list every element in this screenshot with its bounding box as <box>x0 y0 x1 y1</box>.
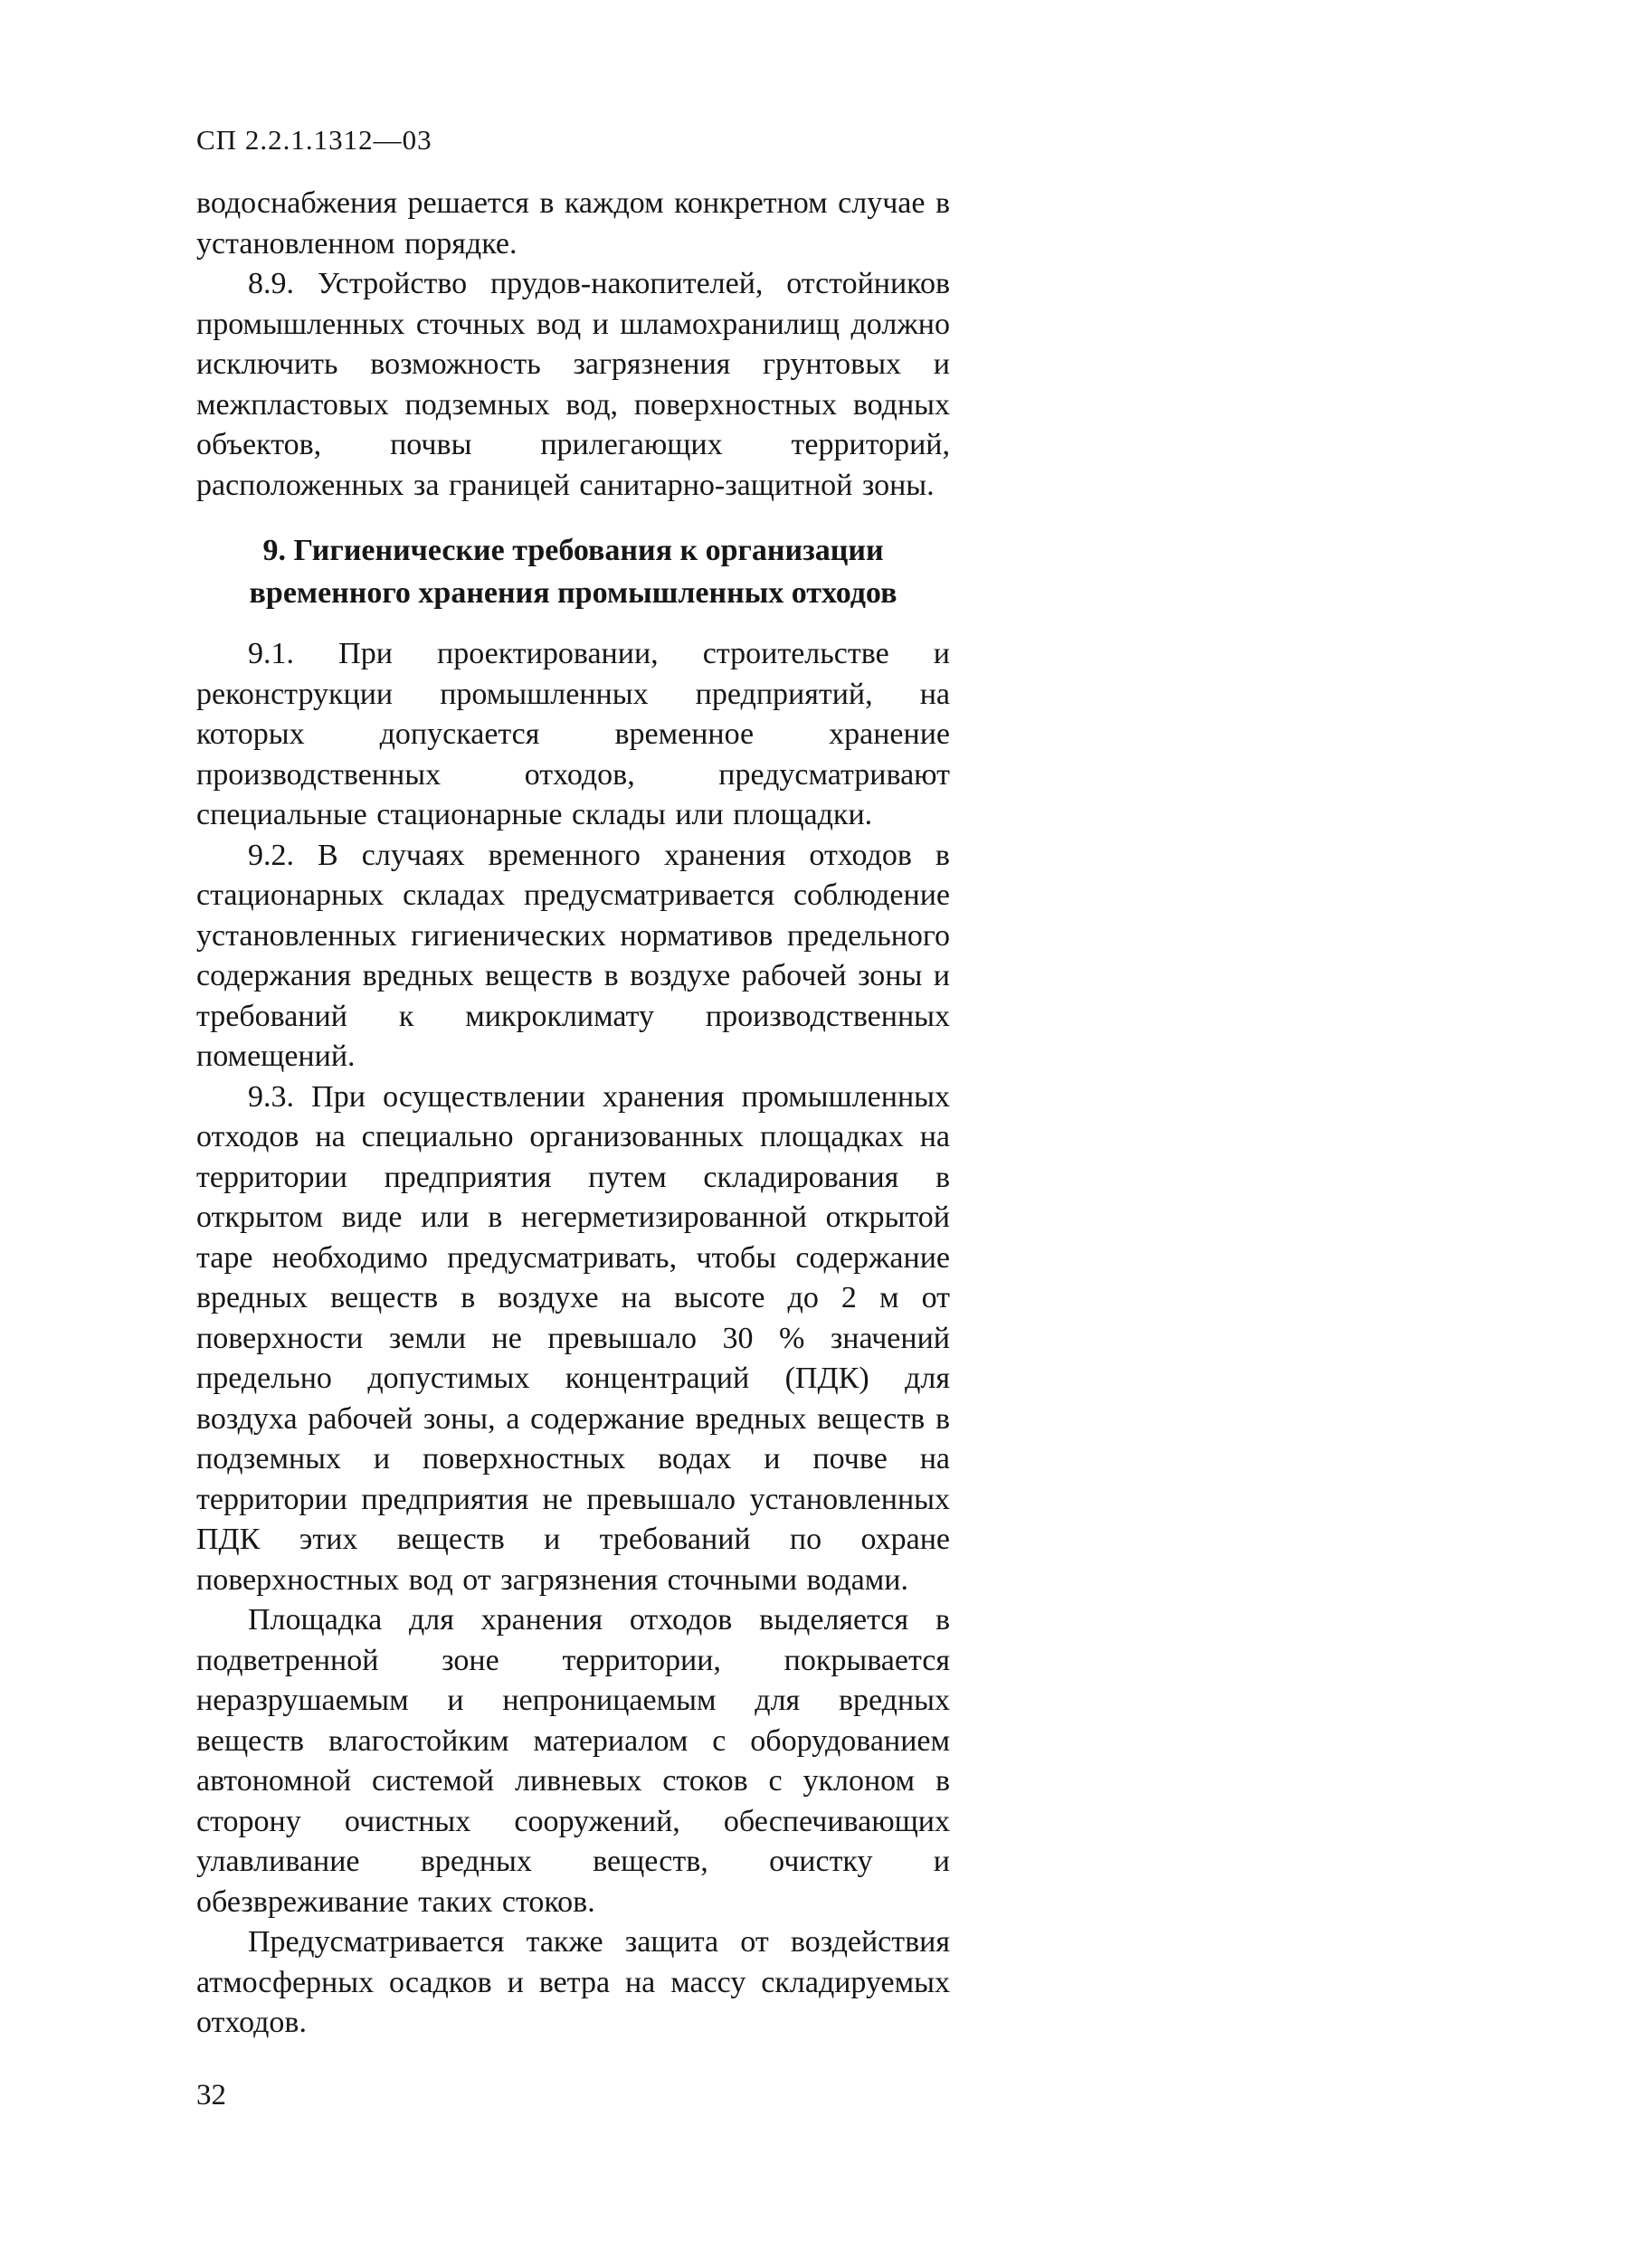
paragraph-storage-site: Площадка для хранения отходов выделяется в подветренной зоне территории, покрывается неразрушаемым и непроницаемым для вредных веществ влагостойким материалом с оборудованием автономной системой ливневых стоков с уклоном в сторону очистных сооружений, обеспечивающих улавливание вредных веществ, очистку и обезвреживание таких стоков. <box>196 1603 950 1919</box>
section-9-heading-line-2: временного хранения промышленных отходов <box>249 576 897 610</box>
paragraph-continuation: водоснабжения решается в каждом конкретном случае в установленном порядке. <box>196 186 950 261</box>
text-column <box>196 124 950 2044</box>
paragraph-9-3: 9.3. При осуществлении хранения промышленных отходов на специально организованных площадках на территории предприятия путем складирования в открытом виде или в негерметизированной открытой таре необходимо предусматривать, чтобы содержание вредных веществ в воздухе на высоте до 2 м от поверхности земли не превышало 30 % значений предельно допустимых концентраций (ПДК) для воздуха рабочей зоны, а содержание вредных веществ в подземных и поверхностных водах и почве на территории предприятия не превышало установленных ПДК этих веществ и требований по охране поверхностных вод от загрязнения сточными водами. <box>196 1079 950 1597</box>
page-number: 32 <box>196 2079 226 2111</box>
paragraph-9-2: 9.2. В случаях временного хранения отходов в стационарных складах предусматривается соблюдение установленных гигиенических нормативов предельного содержания вредных веществ в воздухе рабочей зоны и требований к микроклимату производственных помещений. <box>196 838 950 1073</box>
paragraph-weather-protection: Предусматривается также защита от воздействия атмосферных осадков и ветра на массу складируемых отходов. <box>196 1925 950 2039</box>
paragraph-8-9: 8.9. Устройство прудов-накопителей, отстойников промышленных сточных вод и шламохранилищ должно исключить возможность загрязнения грунтовых и межпластовых подземных вод, поверхностных водных объектов, почвы прилегающих территорий, расположенных за границей санитарно-защитной зоны. <box>196 267 950 502</box>
paragraph-9-1: 9.1. При проектировании, строительстве и реконструкции промышленных предприятий, на которых допускается временное хранение производственных отходов, предусматривают специальные стационарные склады или площадки. <box>196 637 950 831</box>
section-9-heading-line-1: 9. Гигиенические требования к организации <box>262 534 884 567</box>
section-9-heading <box>196 529 950 614</box>
document-code-header: СП 2.2.1.1312—03 <box>196 124 432 156</box>
